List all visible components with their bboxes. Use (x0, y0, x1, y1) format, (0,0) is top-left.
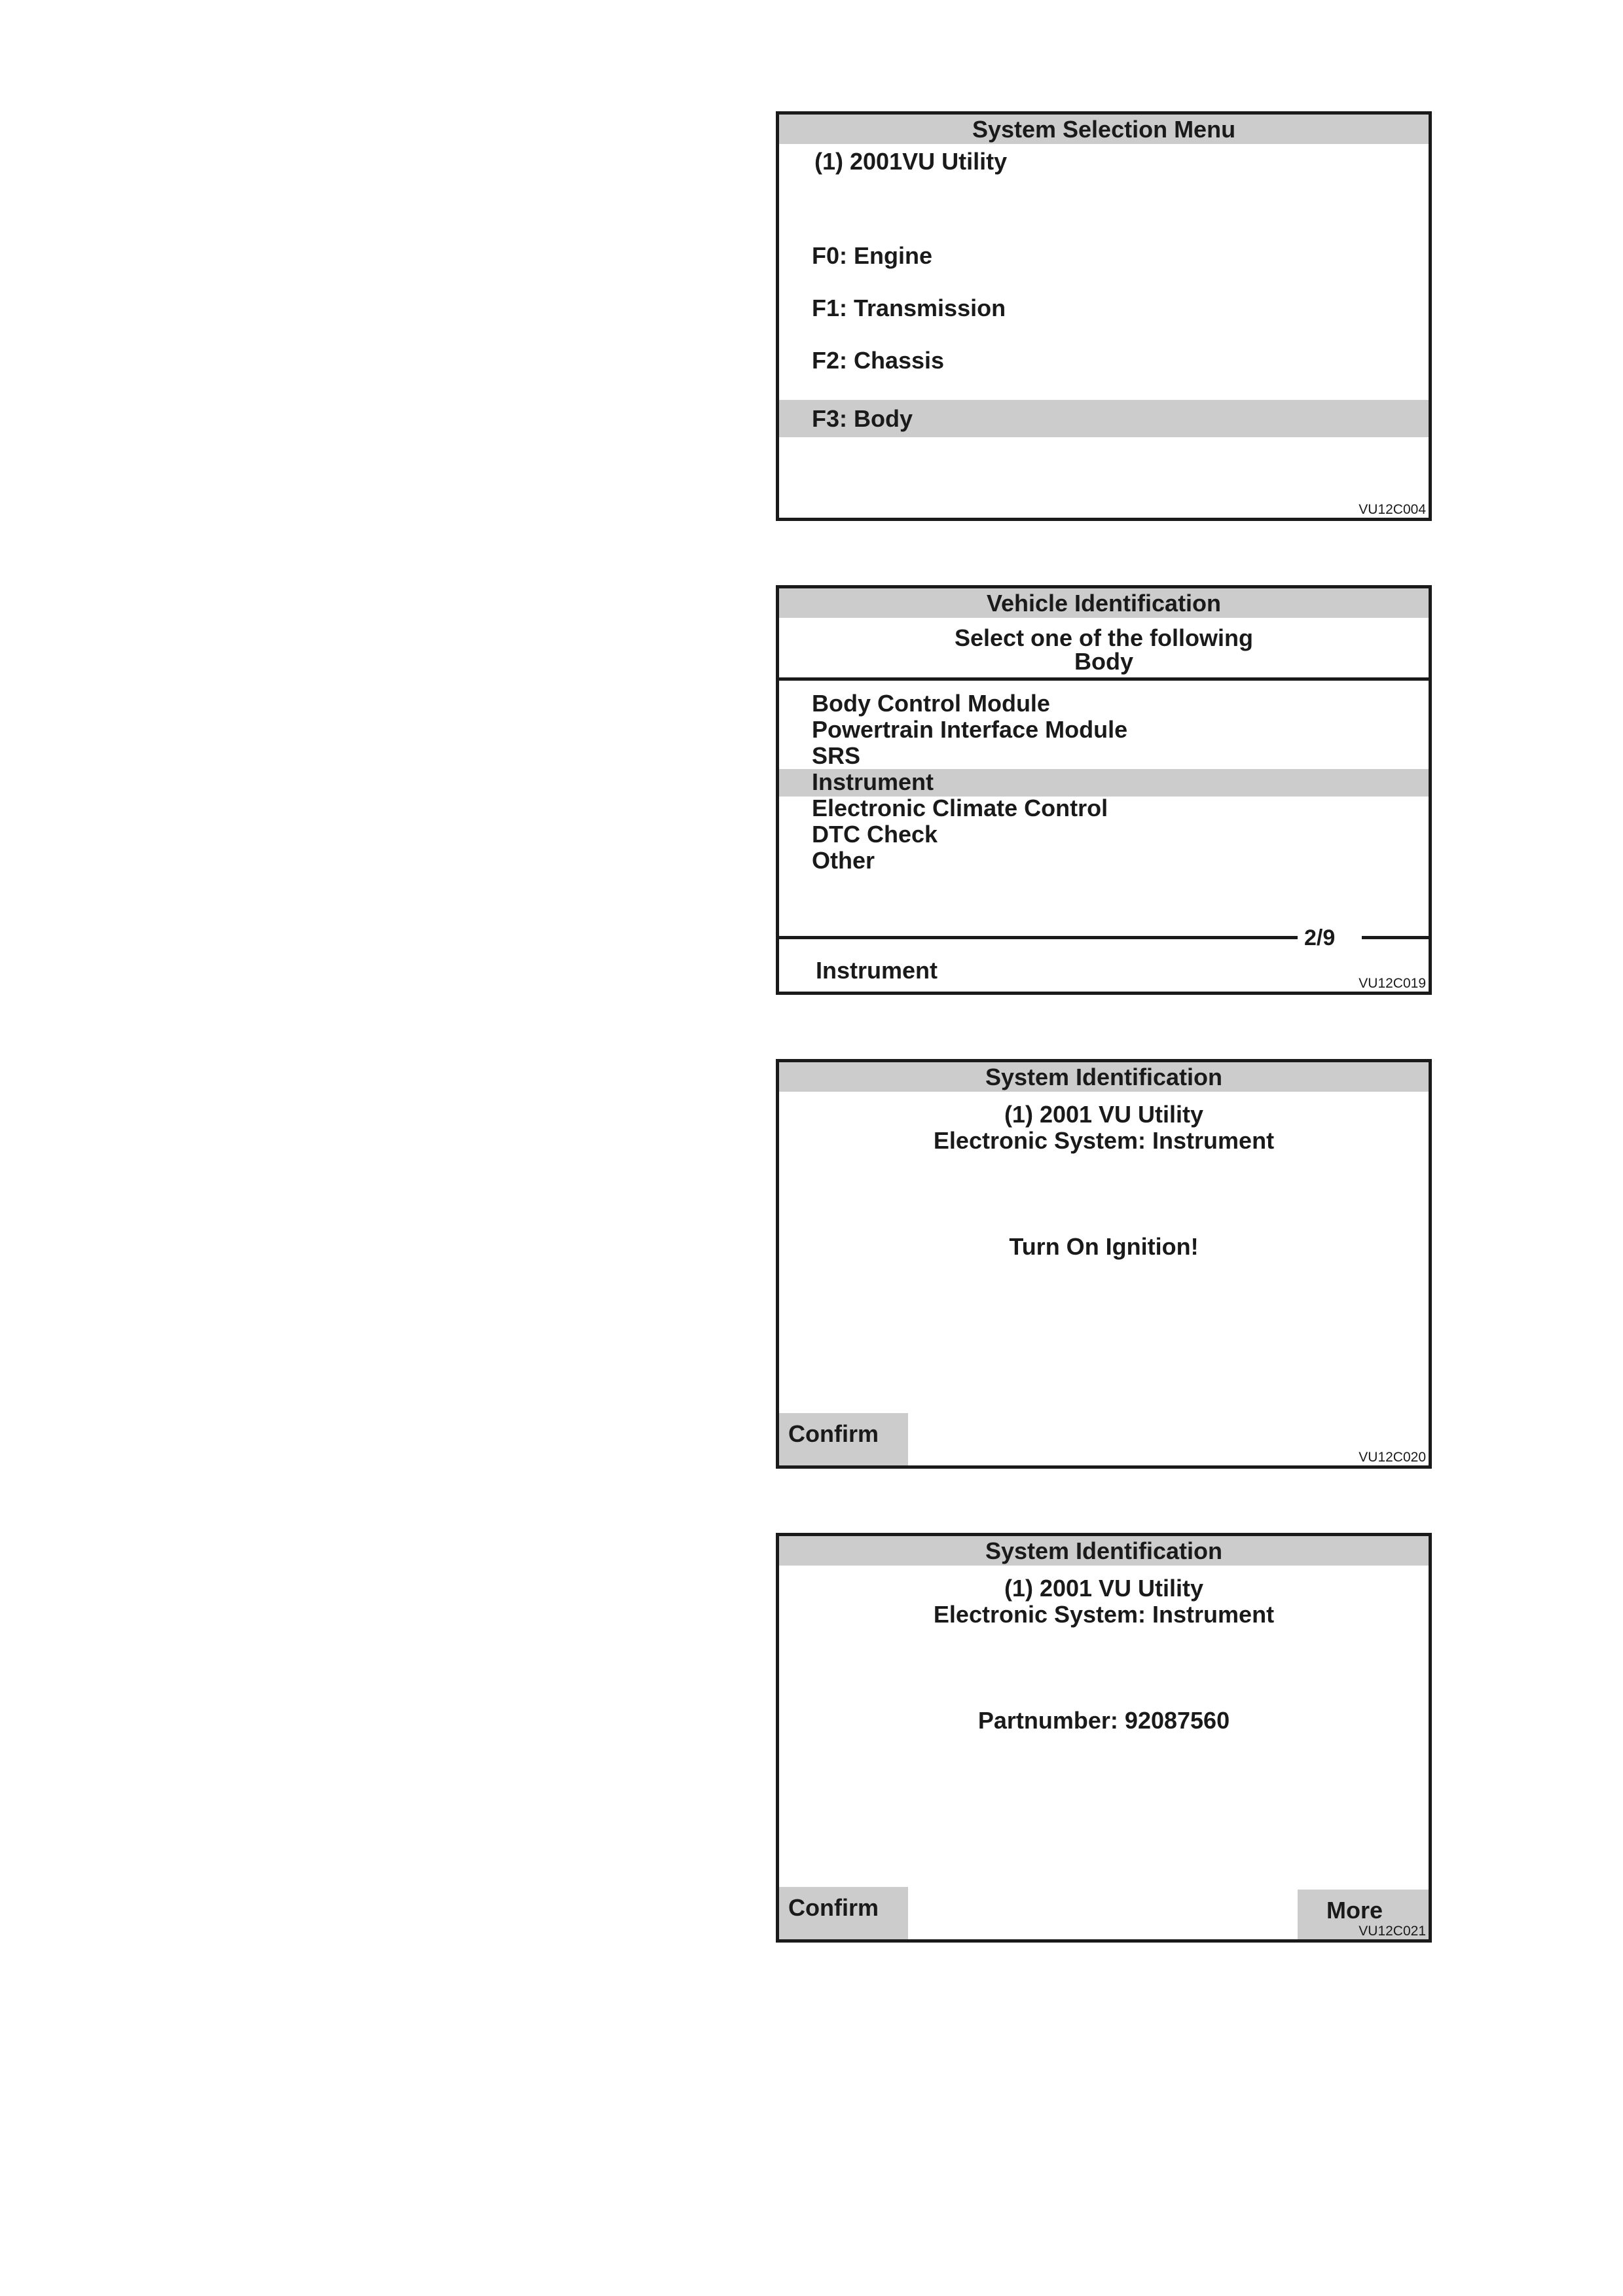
prompt-line2: Body (1074, 648, 1133, 675)
list-item-powertrain-interface-module[interactable]: Powertrain Interface Module (812, 716, 1128, 743)
screen-title: System Identification (779, 1062, 1429, 1092)
menu-item-body[interactable]: F3: Body (779, 400, 1429, 437)
divider-left (779, 936, 1298, 939)
system-identification-partnumber-screen (776, 1533, 1432, 1943)
screen-title: System Identification (779, 1536, 1429, 1566)
vehicle-line: (1) 2001 VU Utility (1004, 1101, 1204, 1128)
page-indicator: 2/9 (1304, 925, 1336, 950)
list-item-electronic-climate-control[interactable]: Electronic Climate Control (812, 795, 1108, 821)
prompt-line1: Select one of the following (954, 624, 1253, 651)
confirm-button[interactable]: Confirm (779, 1887, 908, 1939)
electronic-system-line: Electronic System: Instrument (933, 1601, 1275, 1628)
system-selection-screen (776, 111, 1432, 521)
list-item-body-control-module[interactable]: Body Control Module (812, 690, 1050, 717)
more-button[interactable]: More (1298, 1890, 1429, 1939)
list-item-other[interactable]: Other (812, 847, 875, 874)
list-item-dtc-check[interactable]: DTC Check (812, 821, 938, 848)
divider-top (779, 677, 1429, 681)
list-item-srs[interactable]: SRS (812, 742, 861, 769)
divider-right (1362, 936, 1429, 939)
list-item-instrument[interactable]: Instrument (779, 769, 1429, 797)
vehicle-line: (1) 2001 VU Utility (1004, 1575, 1204, 1602)
vehicle-label: (1) 2001VU Utility (814, 148, 1008, 175)
screen-code: VU12C020 (1359, 1450, 1426, 1465)
menu-item-transmission[interactable]: F1: Transmission (812, 295, 1006, 321)
screen-title: Vehicle Identification (779, 588, 1429, 618)
partnumber-message: Partnumber: 92087560 (977, 1707, 1230, 1734)
system-identification-ignition-screen (776, 1059, 1432, 1469)
vehicle-identification-screen (776, 585, 1432, 995)
screen-code: VU12C019 (1359, 976, 1426, 991)
status-text: Instrument (816, 957, 938, 984)
screen-code: VU12C004 (1359, 502, 1426, 517)
confirm-button[interactable]: Confirm (779, 1413, 908, 1465)
screen-title: System Selection Menu (779, 115, 1429, 144)
electronic-system-line: Electronic System: Instrument (933, 1127, 1275, 1154)
screen-code: VU12C021 (1359, 1924, 1426, 1939)
menu-item-chassis[interactable]: F2: Chassis (812, 347, 945, 374)
ignition-message: Turn On Ignition! (1009, 1233, 1199, 1260)
menu-item-engine[interactable]: F0: Engine (812, 242, 933, 269)
